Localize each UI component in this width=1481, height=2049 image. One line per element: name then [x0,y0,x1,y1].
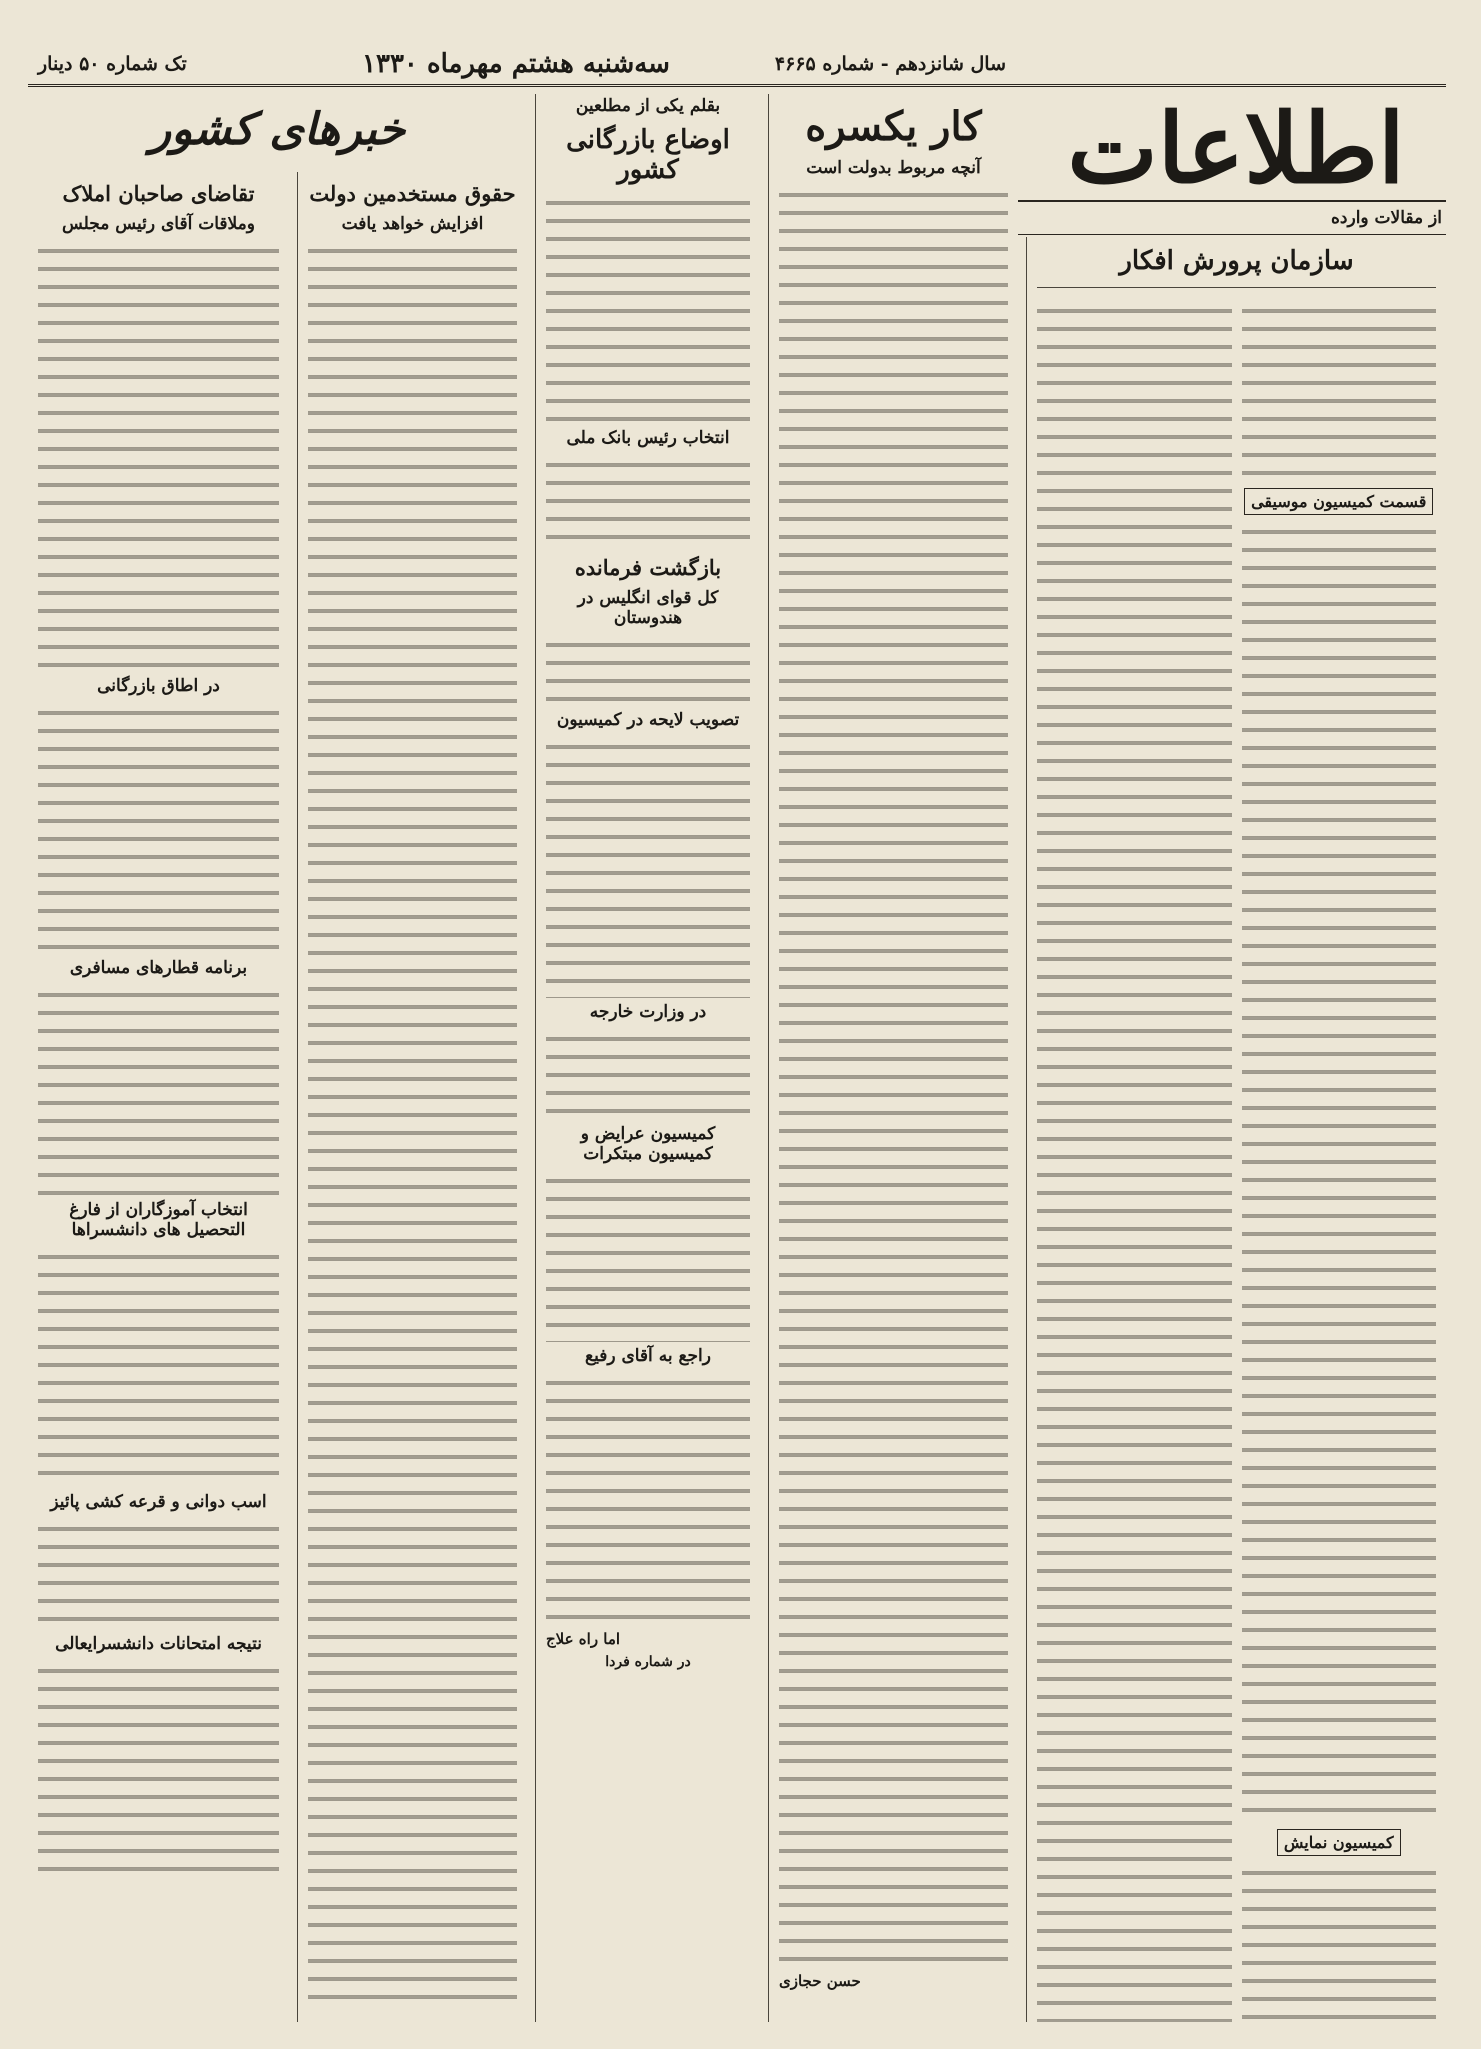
article-subtitle: وملاقات آقای رئیس مجلس [62,214,255,235]
author-name: اما راه علاج [546,1629,621,1648]
article-title: اوضاع بازرگانی کشور [566,125,730,185]
subheading: نتیجه امتحانات دانشسرایعالی [55,1634,262,1655]
article-text [308,242,517,2002]
subheading: در اطاق بازرگانی [97,676,220,697]
section-label: از مقالات وارده [1018,200,1446,235]
subheading: کل قوای انگلیس در هندوستان [577,587,719,628]
article-subtitle: آنچه مربوط بدولت است [806,158,981,178]
article-title: حقوق مستخدمین دولت [309,181,516,206]
author-name: حسن حجازی [779,1972,861,1990]
continued-note: در شماره فردا [605,1653,691,1670]
article-text [546,456,750,546]
article-text [546,1374,750,1624]
column-article-kar [768,94,1018,2022]
column-article-amlak [28,172,289,2022]
article-text [1242,1864,1437,2022]
article-title: سازمان پرورش افکار [1119,246,1354,276]
issue-number: سال شانزدهم - شماره ۴۶۶۵ [774,53,1006,75]
subheading: راجع به آقای رفیع [585,1345,711,1366]
article-kicker: بقلم یکی از مطلعین [575,96,721,116]
article-text [1242,302,1437,482]
article-text [38,1662,279,1882]
subheading: تصویب لایحه در کمیسیون [556,709,740,730]
article-text [546,1030,750,1120]
article-text [546,636,750,706]
column-article-sazman [1026,237,1446,2022]
article-title: کار یکسره [805,103,982,150]
issue-price: تک شماره ۵۰ دینار [38,53,187,75]
issue-bar [28,44,1446,87]
subheading: انتخاب آموزگاران از فارغ التحصیل های دانشسراها [69,1200,248,1241]
masthead-title: اطلاعات [1067,92,1405,205]
article-text [546,194,750,424]
subheading: برنامه قطارهای مسافری [69,958,248,979]
issue-date: سه‌شنبه هشتم مهرماه ۱۳۳۰ [362,49,670,79]
section-title: خبرهای کشور [149,104,406,155]
article-text [1242,523,1437,1823]
article-text [38,242,279,672]
article-text [546,738,750,998]
article-text [779,186,1008,1966]
article-subtitle: افزایش خواهد یافت [341,214,484,235]
column-article-hoghugh [297,172,527,2022]
subheading: بازگشت فرمانده [574,554,722,580]
article-text [38,986,279,1196]
article-text [38,1520,279,1630]
subheading-music: قسمت کمیسیون موسیقی [1244,488,1433,515]
article-text [1037,302,1232,2022]
article-text [38,704,279,954]
article-text [546,1172,750,1342]
article-title: تقاضای صاحبان املاک [62,181,255,206]
column-article-bazargani [535,94,760,2022]
subheading: در وزارت خارجه [589,1001,707,1022]
subheading-theatre: کمیسیون نمایش [1277,1829,1401,1856]
newspaper-page [28,22,1446,2022]
subheading: اسب دوانی و قرعه کشی پائیز [50,1492,267,1513]
subheading: کمیسیون عرایض و کمیسیون مبتکرات [580,1123,716,1164]
subheading: انتخاب رئیس بانک ملی [566,427,730,448]
article-text [38,1248,279,1488]
